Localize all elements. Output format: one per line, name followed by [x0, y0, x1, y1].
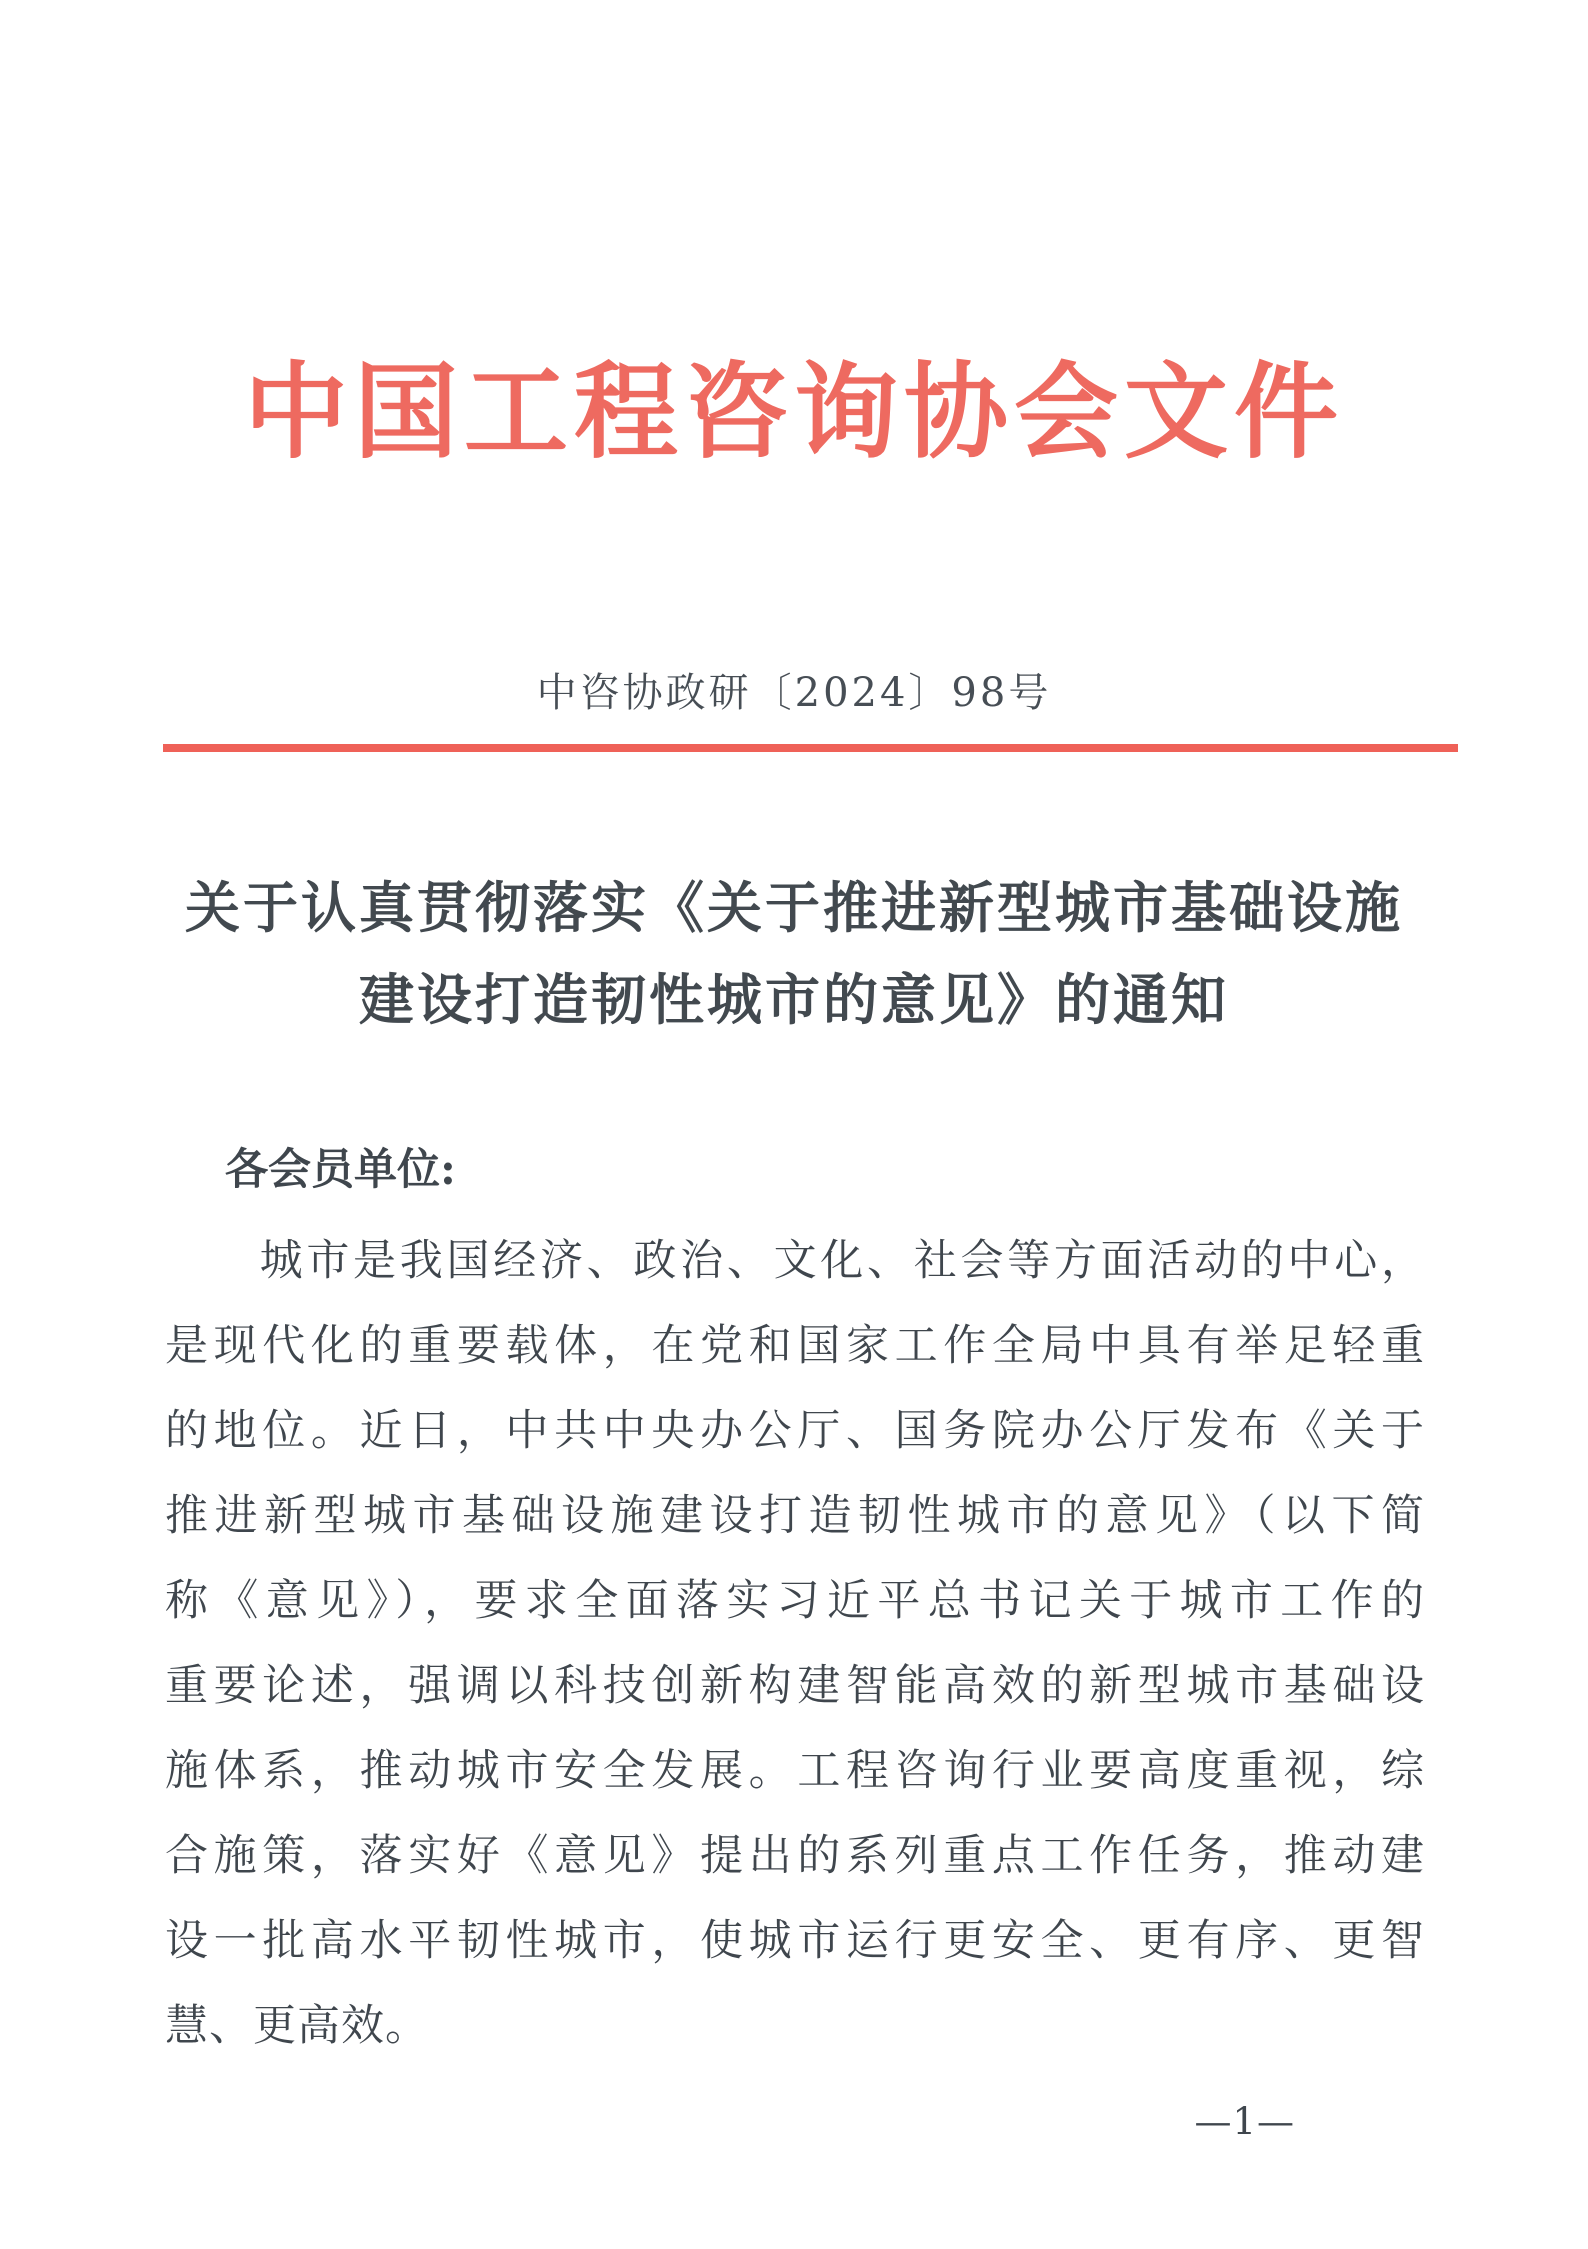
salutation: 各会员单位:	[225, 1144, 456, 1195]
document-number: 中咨协政研〔2024〕98号	[536, 669, 1052, 716]
notice-title-line-2: 建设打造韧性城市的意见》的通知	[358, 966, 1229, 1032]
red-header-title: 中国工程咨询协会文件	[243, 350, 1344, 473]
body-line: 推进新型城市基础设施建设打造韧性城市的意见》（以下简	[165, 1490, 1425, 1541]
body-line: 城市是我国经济、政治、文化、社会等方面活动的中心，	[259, 1235, 1425, 1286]
body-line: 是现代化的重要载体，在党和国家工作全局中具有举足轻重	[165, 1320, 1425, 1371]
notice-title	[0, 862, 1588, 1046]
red-divider-line	[163, 744, 1458, 752]
body-line: 的地位。近日，中共中央办公厅、国务院办公厅发布《关于	[165, 1405, 1425, 1456]
body-line: 称《意见》），要求全面落实习近平总书记关于城市工作的	[165, 1575, 1425, 1626]
body-line: 慧、更高效。	[165, 2000, 429, 2051]
page-number: —1—	[1194, 2100, 1295, 2143]
body-line: 设一批高水平韧性城市，使城市运行更安全、更有序、更智	[165, 1915, 1425, 1966]
body-paragraph	[165, 1219, 1425, 2069]
body-line: 施体系，推动城市安全发展。工程咨询行业要高度重视，综	[165, 1745, 1425, 1796]
body-line: 重要论述，强调以科技创新构建智能高效的新型城市基础设	[165, 1660, 1425, 1711]
notice-title-line-1: 关于认真贯彻落实《关于推进新型城市基础设施	[184, 874, 1403, 940]
body-line: 合施策，落实好《意见》提出的系列重点工作任务，推动建	[165, 1830, 1425, 1881]
